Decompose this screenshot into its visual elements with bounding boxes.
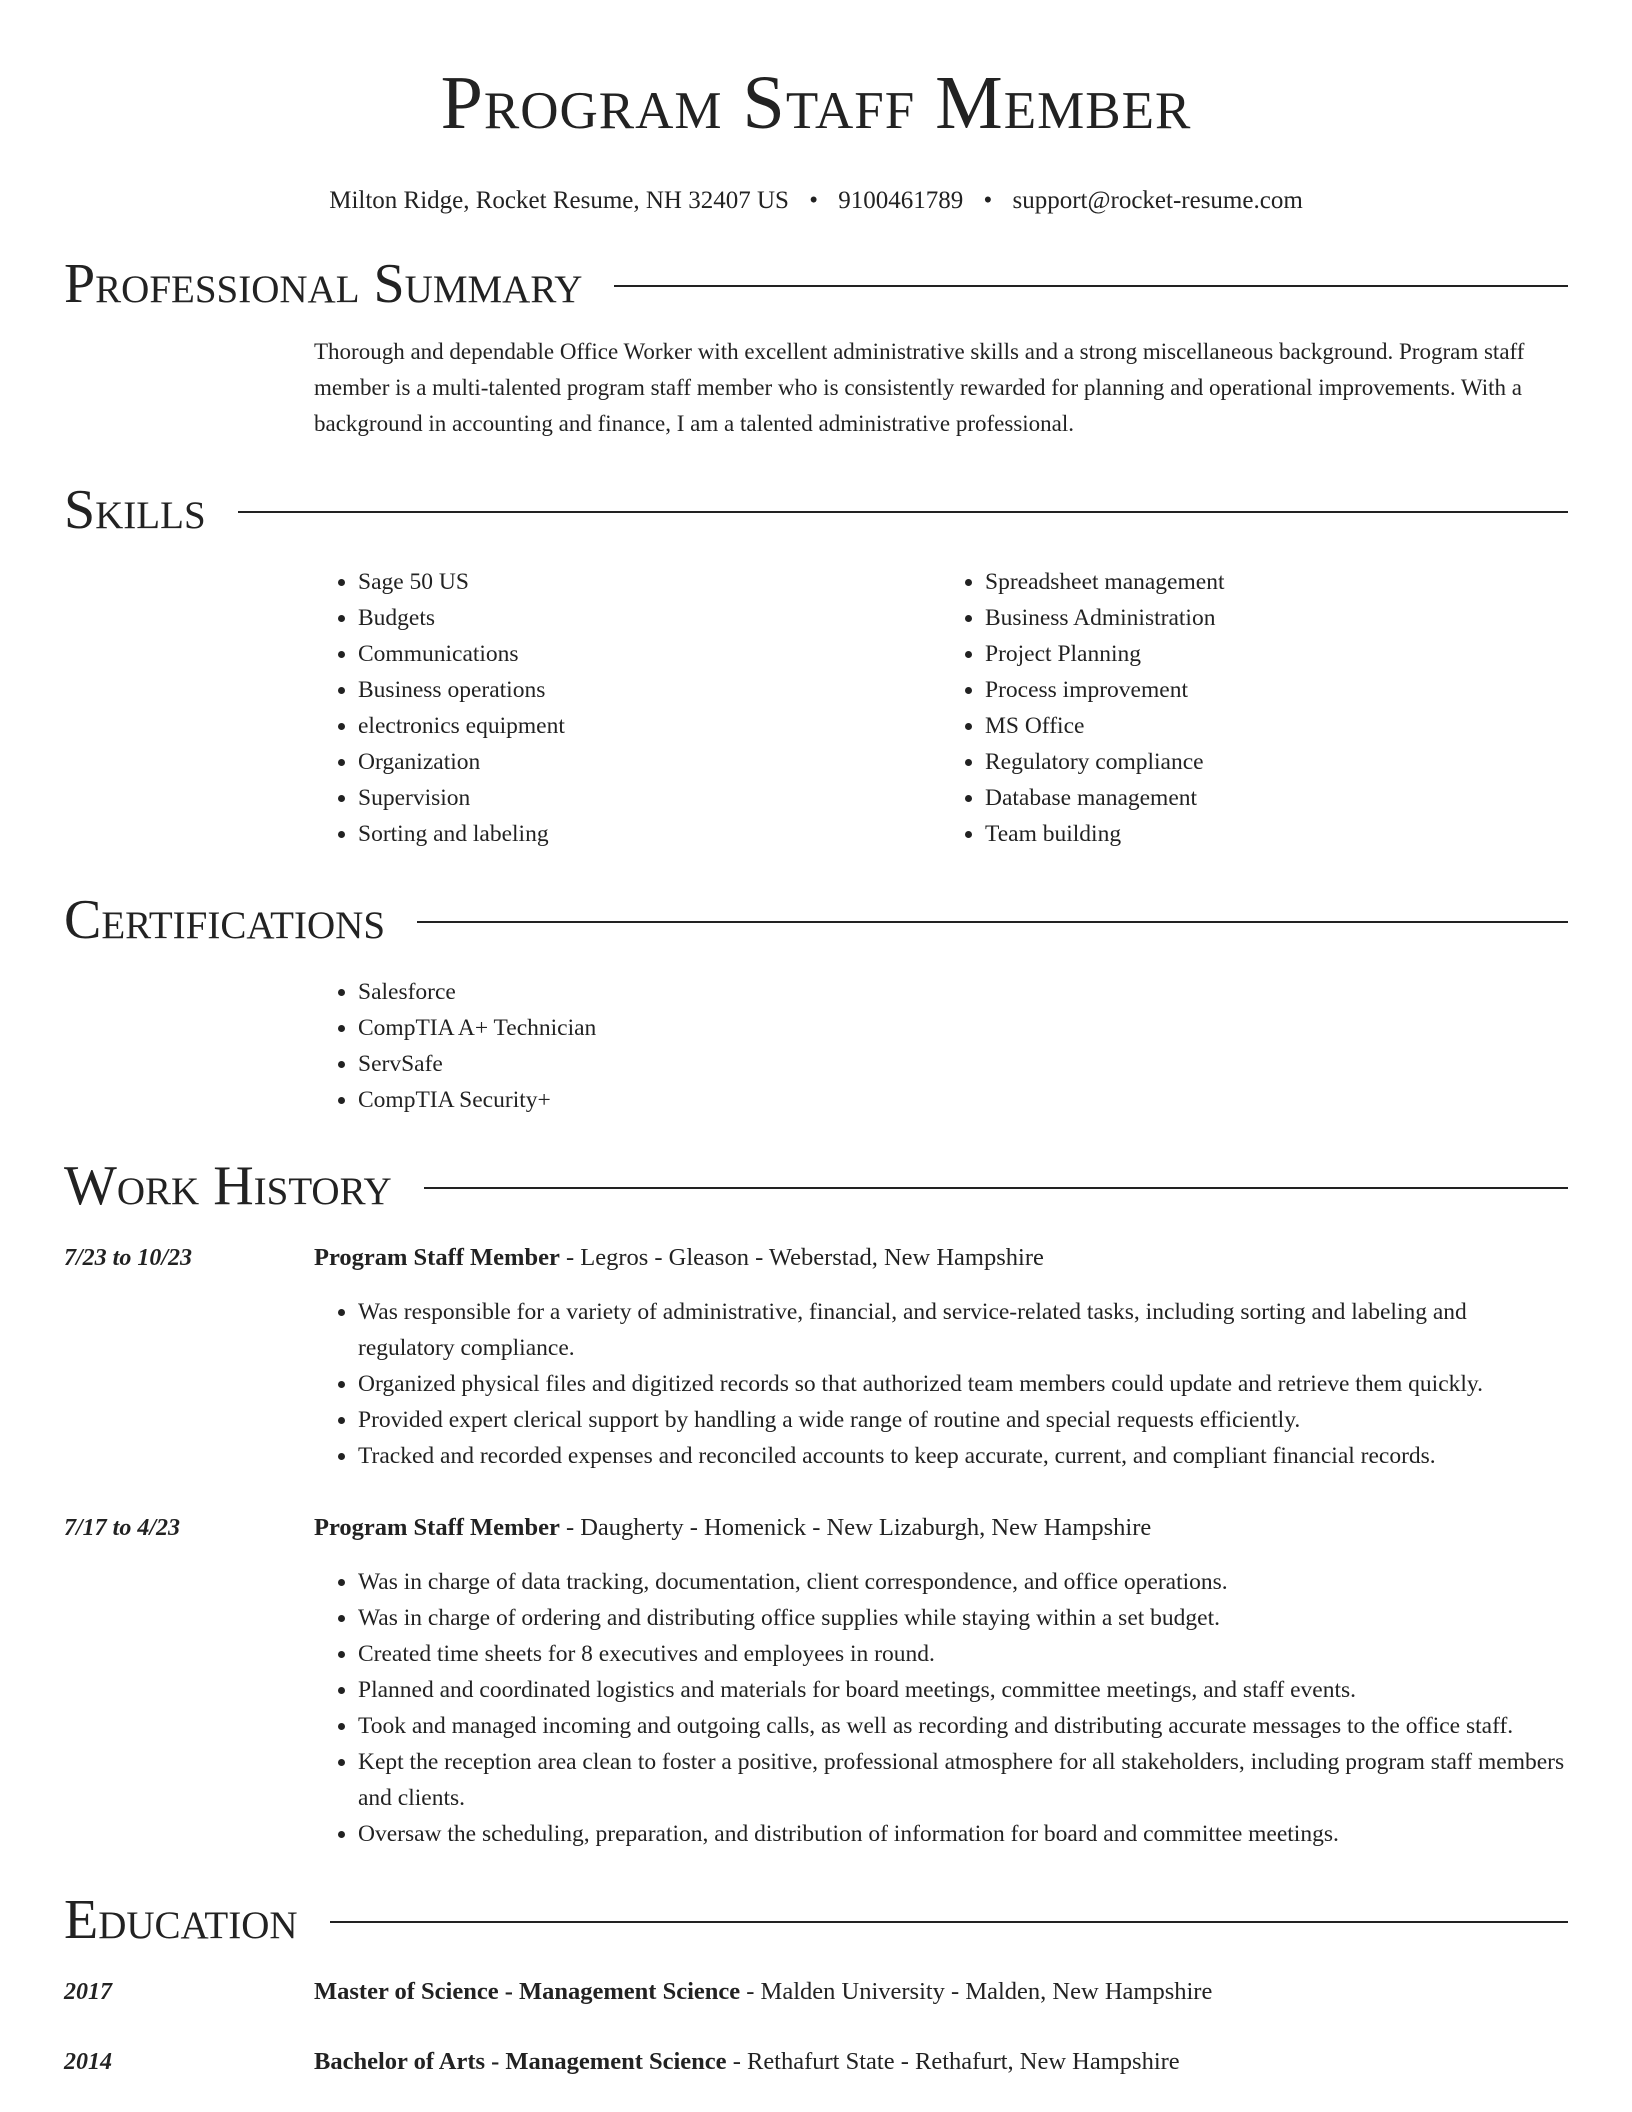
education-entry <box>64 1974 1568 2010</box>
contact-email: support@rocket-resume.com <box>1012 187 1303 214</box>
education-line <box>314 2044 1180 2080</box>
section-divider <box>238 511 1568 513</box>
contact-separator: • <box>983 187 993 214</box>
certification-item: • CompTIA Security+ <box>358 1082 1568 1118</box>
education-year: 2017 <box>64 1979 112 2005</box>
job-bullets <box>314 1564 1568 1852</box>
skill-item: • Business Administration <box>985 600 1568 636</box>
skill-item: • Regulatory compliance <box>985 744 1568 780</box>
skill-item: • MS Office <box>985 708 1568 744</box>
education-degree: Bachelor of Arts - Management Science <box>314 2048 727 2075</box>
skill-item: • Team building <box>985 816 1568 852</box>
skill-item: • Organization <box>358 744 941 780</box>
job-employer: - Daugherty - Homenick - New Lizaburgh, New Hampshire <box>559 1514 1152 1541</box>
contact-phone: 9100461789 <box>838 187 964 214</box>
job-bullet: • Created time sheets for 8 executives and employees in round. <box>358 1636 1568 1672</box>
skills-column-left <box>314 564 941 852</box>
skill-item: • Communications <box>358 636 941 672</box>
education-school: - Malden University - Malden, New Hampshire <box>740 1978 1213 2005</box>
job-entry <box>64 1510 1568 1852</box>
skills-heading: Skills <box>64 479 206 541</box>
education-degree: Master of Science - Management Science <box>314 1978 741 2005</box>
job-bullet: • Tracked and recorded expenses and reconciled accounts to keep accurate, current, and compliant financial records. <box>358 1438 1568 1474</box>
contact-line <box>64 186 1568 216</box>
skill-item: • Spreadsheet management <box>985 564 1568 600</box>
skill-item: • Sorting and labeling <box>358 816 941 852</box>
job-body <box>314 1240 1568 1474</box>
skill-item: • electronics equipment <box>358 708 941 744</box>
certification-item: • CompTIA A+ Technician <box>358 1010 1568 1046</box>
education-entry <box>64 2044 1568 2080</box>
skill-item: • Project Planning <box>985 636 1568 672</box>
skills-column-right <box>941 564 1568 852</box>
certification-item: • ServSafe <box>358 1046 1568 1082</box>
education-line <box>314 1974 1212 2010</box>
job-bullet: • Provided expert clerical support by handling a wide range of routine and special requests efficiently. <box>358 1402 1568 1438</box>
certification-item: • Salesforce <box>358 974 1568 1010</box>
education-section-header <box>64 1888 1568 1952</box>
skill-item: • Process improvement <box>985 672 1568 708</box>
job-bullet: • Was responsible for a variety of administrative, financial, and service-related tasks, including sorting and labeling and regulatory compliance. <box>358 1294 1568 1366</box>
job-dates: 7/17 to 4/23 <box>64 1515 181 1541</box>
job-bullets <box>314 1294 1568 1474</box>
skill-item: • Supervision <box>358 780 941 816</box>
job-title: Program Staff Member <box>314 1244 560 1271</box>
skills-section-header <box>64 478 1568 542</box>
certifications-heading: Certifications <box>64 889 386 951</box>
work-heading: Work History <box>64 1155 392 1217</box>
education-heading: Education <box>64 1889 298 1951</box>
section-divider <box>614 285 1568 287</box>
job-employer: - Legros - Gleason - Weberstad, New Hampshire <box>559 1244 1044 1271</box>
job-bullet: • Was in charge of ordering and distributing office supplies while staying within a set budget. <box>358 1600 1568 1636</box>
job-bullet: • Was in charge of data tracking, documentation, client correspondence, and office operations. <box>358 1564 1568 1600</box>
education-year: 2014 <box>64 2049 112 2075</box>
job-bullet: • Organized physical files and digitized records so that authorized team members could update and retrieve them quickly. <box>358 1366 1568 1402</box>
skills-list <box>314 564 1568 852</box>
summary-heading: Professional Summary <box>64 253 583 315</box>
certifications-list <box>314 974 1568 1118</box>
job-title: Program Staff Member <box>314 1514 560 1541</box>
job-title-line <box>314 1510 1568 1546</box>
section-divider <box>424 1187 1568 1189</box>
contact-separator: • <box>809 187 818 214</box>
skill-item: • Budgets <box>358 600 941 636</box>
skill-item: • Business operations <box>358 672 941 708</box>
summary-text: Thorough and dependable Office Worker with excellent administrative skills and a strong miscellaneous background. Program staff member is a multi-talented program staff member who is consistently rewarded for planning and operational improvements. With a background in accounting and finance, I am a talented administrative professional. <box>314 339 1525 436</box>
work-section-header <box>64 1154 1568 1218</box>
section-divider <box>330 1921 1568 1923</box>
job-dates: 7/23 to 10/23 <box>64 1245 193 1271</box>
education-school: - Rethafurt State - Rethafurt, New Hampshire <box>726 2048 1180 2075</box>
summary-section-header <box>64 252 1568 316</box>
job-title-line <box>314 1240 1568 1276</box>
certifications-items <box>314 974 1568 1118</box>
job-bullet: • Planned and coordinated logistics and materials for board meetings, committee meetings, and staff events. <box>358 1672 1568 1708</box>
job-bullet: • Kept the reception area clean to foster a positive, professional atmosphere for all stakeholders, including program staff members and clients. <box>358 1744 1568 1816</box>
job-bullet: • Oversaw the scheduling, preparation, and distribution of information for board and committee meetings. <box>358 1816 1568 1852</box>
candidate-name: Program Staff Member <box>440 61 1192 145</box>
section-divider <box>417 921 1568 923</box>
job-body <box>314 1510 1568 1852</box>
job-bullet: • Took and managed incoming and outgoing calls, as well as recording and distributing accurate messages to the office staff. <box>358 1708 1568 1744</box>
contact-address: Milton Ridge, Rocket Resume, NH 32407 US <box>329 187 789 214</box>
certifications-section-header <box>64 888 1568 952</box>
skill-item: • Sage 50 US <box>358 564 941 600</box>
job-entry <box>64 1240 1568 1474</box>
skill-item: • Database management <box>985 780 1568 816</box>
